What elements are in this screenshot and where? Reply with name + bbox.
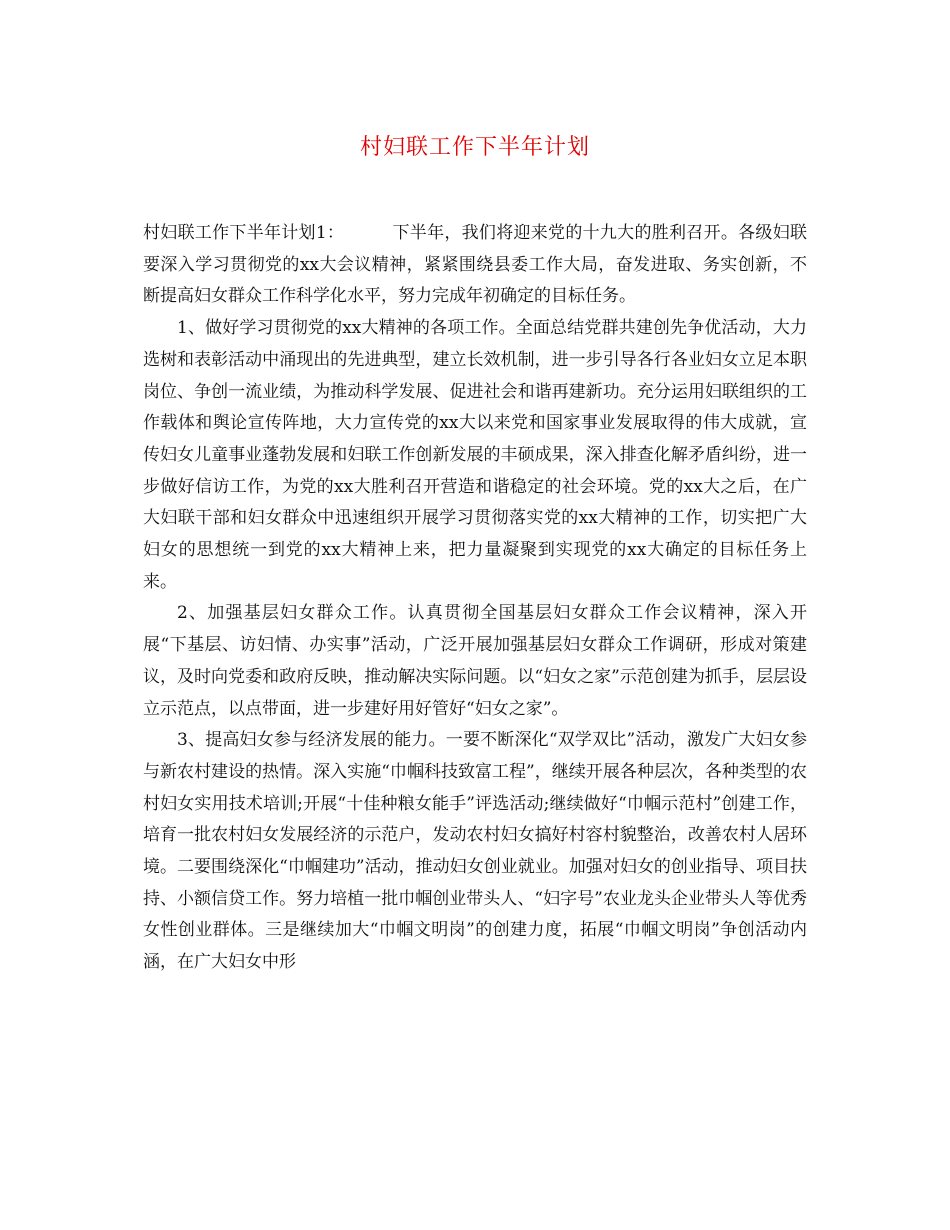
document-body bbox=[143, 218, 807, 979]
paragraph-item-2: 2、加强基层妇女群众工作。认真贯彻全国基层妇女群众工作会议精神，深入开展“下基层、访妇情、办实事”活动，广泛开展加强基层妇女群众工作调研，形成对策建议，及时向党委和政府反映，推动解决实际问题。以“妇女之家”示范创建为抓手，层层设立示范点，以点带面，进一步建好用好管好“妇女之家”。 bbox=[143, 603, 807, 719]
intro-paragraph bbox=[143, 218, 807, 313]
intro-label: 村妇联工作下半年计划1： bbox=[143, 223, 345, 243]
paragraph-item-1: 1、做好学习贯彻党的xx大精神的各项工作。全面总结党群共建创先争优活动，大力选树和表彰活动中涌现出的先进典型，建立长效机制，进一步引导各行各业妇女立足本职岗位、争创一流业绩，为推动科学发展、促进社会和谐再建新功。充分运用妇联组织的工作载体和舆论宣传阵地，大力宣传党的xx大以来党和国家事业发展取得的伟大成就，宣传妇女儿童事业蓬勃发展和妇联工作创新发展的丰硕成果，深入排查化解矛盾纠纷，进一步做好信访工作，为党的xx大胜利召开营造和谐稳定的社会环境。党的xx大之后，在广大妇联干部和妇女群众中迅速组织开展学习贯彻落实党的xx大精神的工作，切实把广大妇女的思想统一到党的xx大精神上来，把力量凝聚到实现党的xx大确定的目标任务上来。 bbox=[143, 318, 807, 592]
intro-text: 下半年，我们将迎来党的十九大的胜利召开。各级妇联要深入学习贯彻党的xx大会议精神，紧紧围绕县委工作大局，奋发进取、务实创新，不断提高妇女群众工作科学化水平，努力完成年初确定的目标任务。 bbox=[143, 223, 807, 307]
paragraph-item-3: 3、提高妇女参与经济发展的能力。一要不断深化“双学双比”活动，激发广大妇女参与新农村建设的热情。深入实施“巾帼科技致富工程”，继续开展各种层次，各种类型的农村妇女实用技术培训;开展“十佳种粮女能手”评选活动;继续做好“巾帼示范村”创建工作，培育一批农村妇女发展经济的示范户，发动农村妇女搞好村容村貌整治，改善农村人居环境。二要围绕深化“巾帼建功”活动，推动妇女创业就业。加强对妇女的创业指导、项目扶持、小额信贷工作。努力培植一批巾帼创业带头人、“妇字号”农业龙头企业带头人等优秀女性创业群体。三是继续加大“巾帼文明岗”的创建力度，拓展“巾帼文明岗”争创活动内涵，在广大妇女中形 bbox=[143, 730, 807, 973]
document-title: 村妇联工作下半年计划 bbox=[359, 135, 590, 160]
